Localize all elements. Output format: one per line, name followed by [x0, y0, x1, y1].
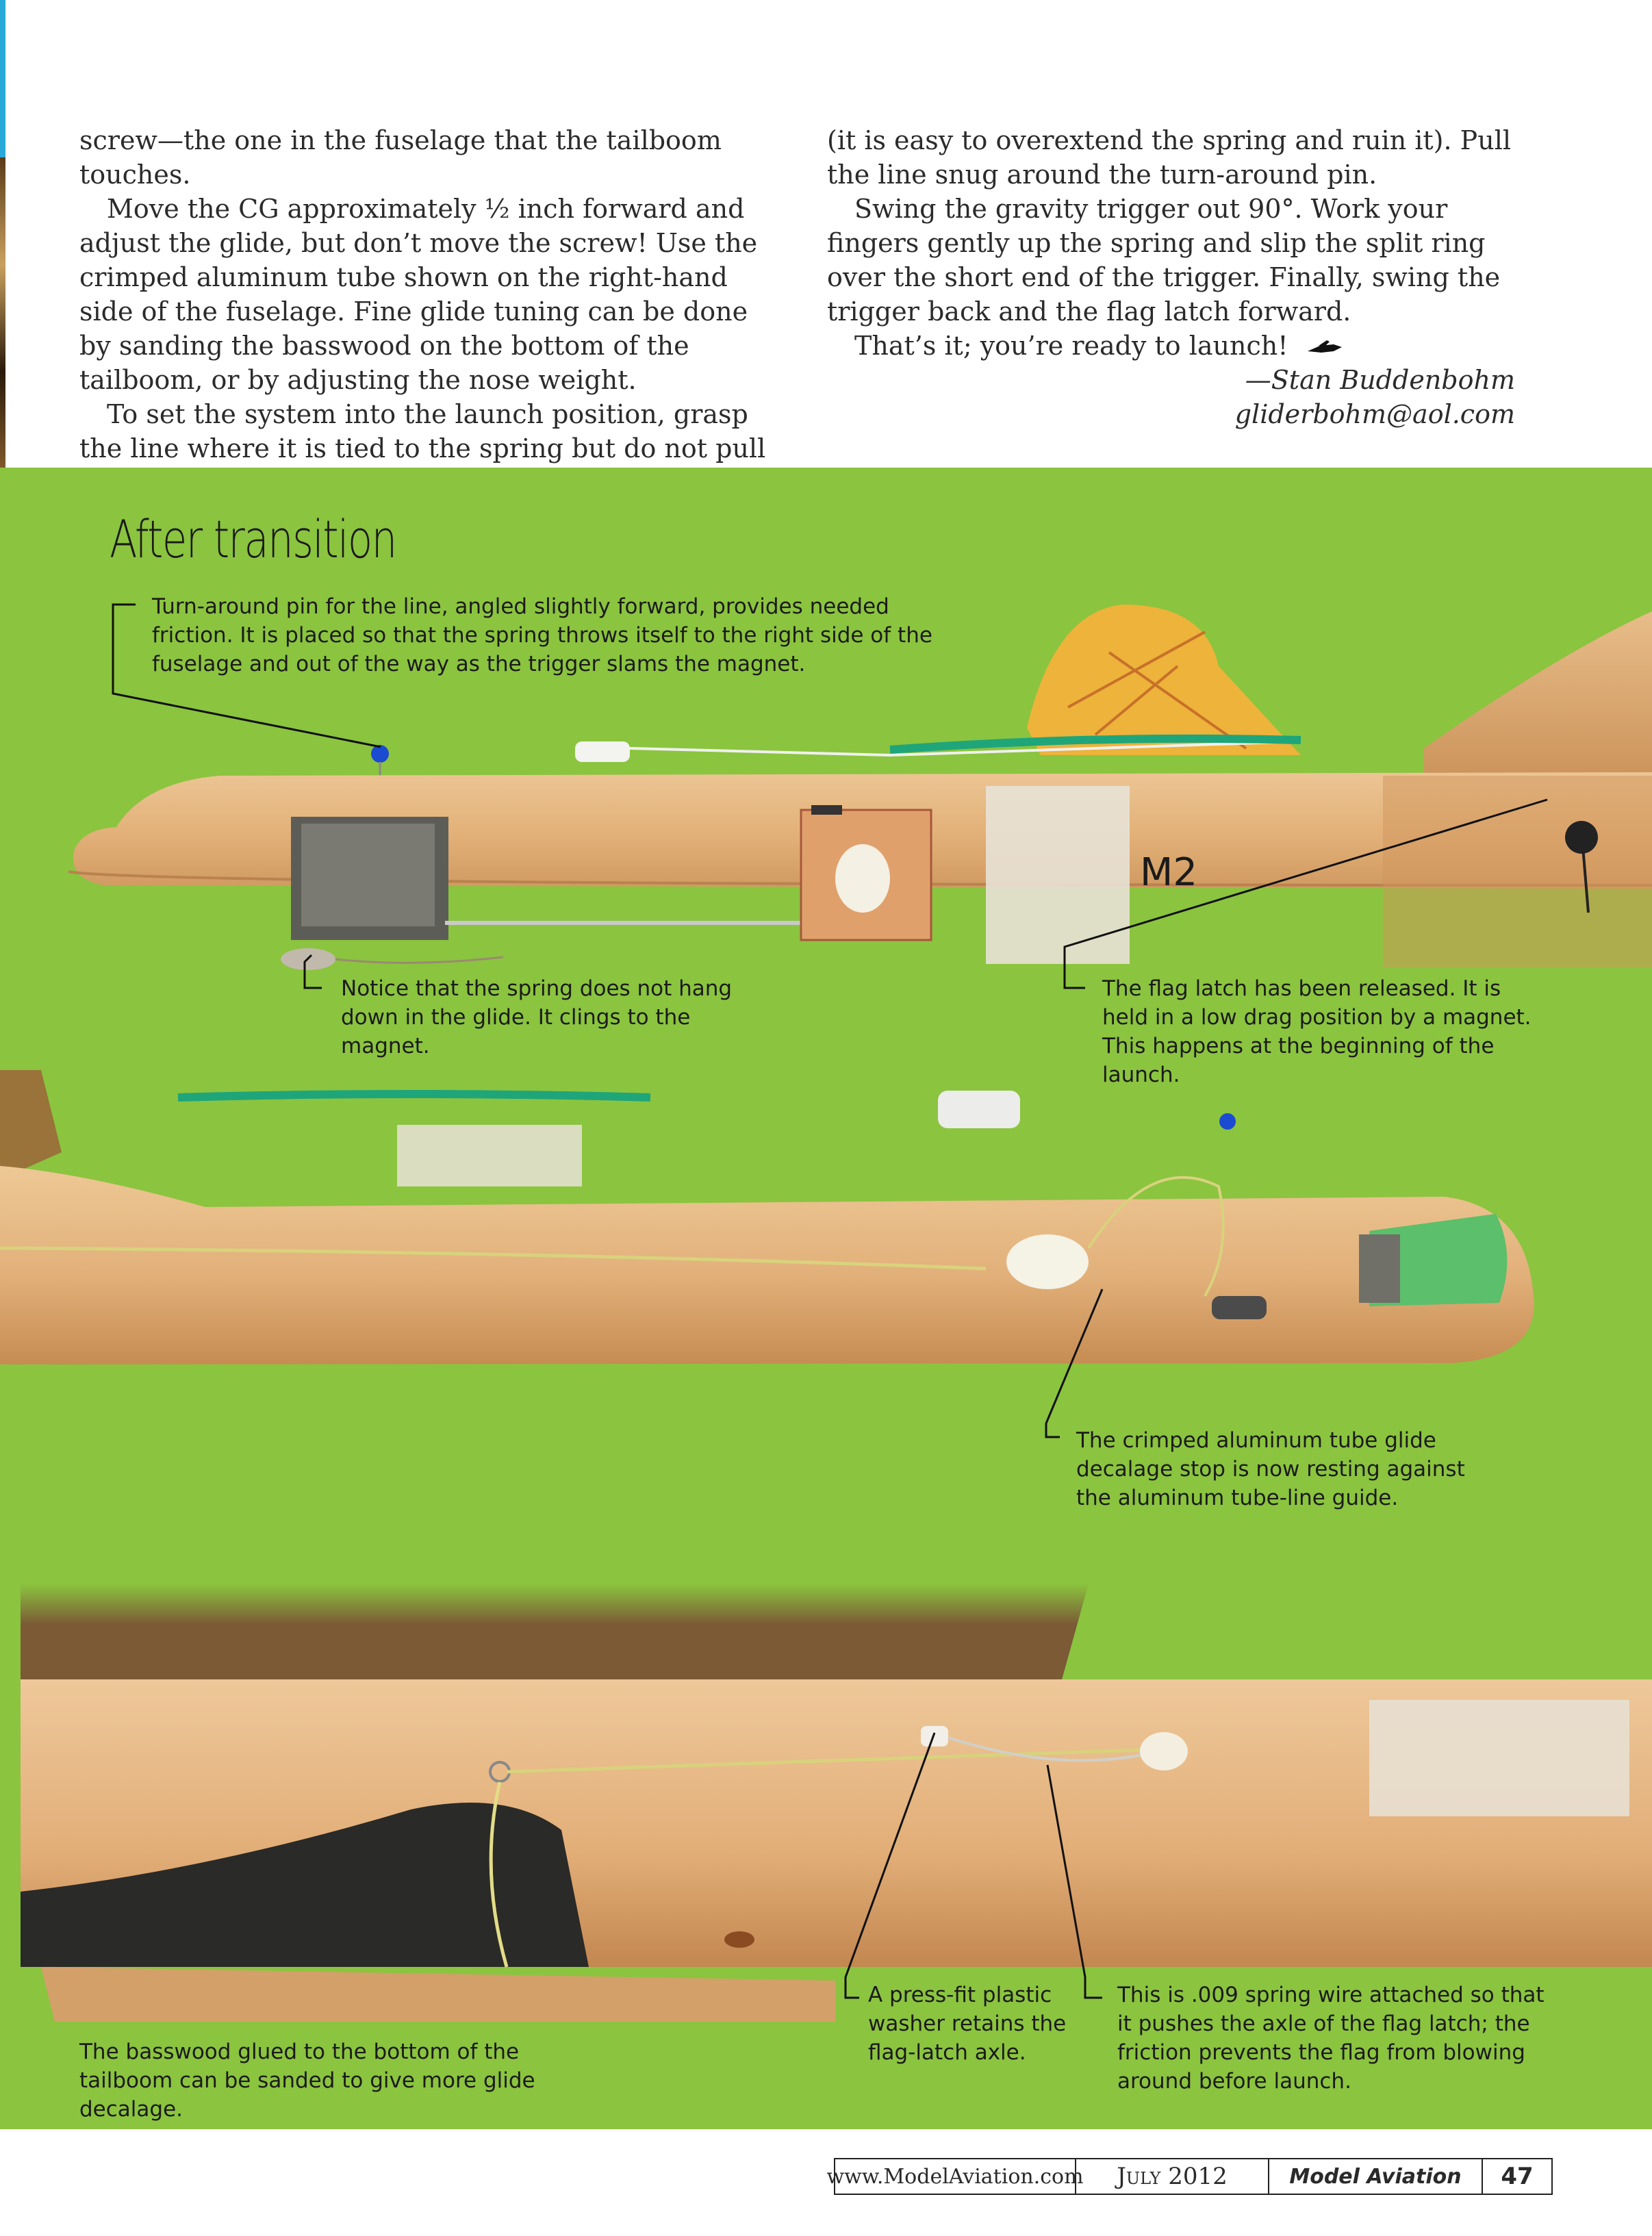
footer-date: July 2012	[1076, 2159, 1269, 2194]
caption-turnaround-pin: Turn-around pin for the line, angled slightly forward, provides needed friction. It is placed so that the spring throws itself to the right side of the fuselage and out of the way as the trigger slams the magnet.	[152, 594, 932, 676]
author-email[interactable]: gliderbohm@aol.com	[1234, 399, 1515, 429]
figure-title: After transition	[110, 509, 396, 570]
author-signature: —Stan Buddenbohm	[1245, 365, 1515, 395]
page-edge-photo	[0, 157, 5, 479]
fuselage-marking: M2	[1140, 850, 1197, 895]
photo-figure	[0, 468, 1652, 2129]
article-column-2	[827, 123, 1515, 431]
footer-page-number: 47	[1501, 2163, 1534, 2190]
caption-spring-wire: This is .009 spring wire attached so that it pushes the axle of the flag latch; the friction prevents the flag from blowing around before launch.	[1117, 1983, 1545, 2094]
leader-lines	[0, 468, 1652, 2129]
col2-paragraph-2: Swing the gravity trigger out 90°. Work your fingers gently up the spring and slip the split ring over the short end of the trigger. Finally, swing the trigger back and the flag latch forward.	[827, 194, 1501, 327]
col2-paragraph-3	[827, 329, 1515, 363]
col1-paragraph-1: screw—the one in the fuselage that the tailboom touches.	[79, 125, 722, 190]
footer-magazine: Model Aviation	[1269, 2159, 1483, 2194]
caption-crimped-tube: The crimped aluminum tube glide decalage stop is now resting against the aluminum tube-line guide.	[1076, 1428, 1465, 1510]
caption-basswood: The basswood glued to the bottom of the tailboom can be sanded to give more glide decalage.	[79, 2040, 535, 2122]
col2-paragraph-1: (it is easy to overextend the spring and ruin it). Pull the line snug around the turn-around pin.	[827, 125, 1512, 190]
article-column-1	[79, 123, 767, 500]
col1-paragraph-3: To set the system into the launch position, grasp the line where it is tied to the spring but do not pull	[79, 399, 766, 463]
col1-paragraph-2: Move the CG approximately ½ inch forward and adjust the glide, but don’t move the screw! Use the crimped aluminum tube shown on the right-hand side of the fuselage. Fine glide tuning can be done by sanding the basswood on the bottom of the tailboom, or by adjusting the nose weight.	[79, 194, 758, 395]
caption-flag-latch: The flag latch has been released. It is held in a low drag position by a magnet. This happens at the beginning of the launch.	[1102, 976, 1532, 1087]
closing-sentence: That’s it; you’re ready to launch!	[854, 331, 1288, 361]
end-mark-icon	[1306, 339, 1343, 358]
caption-plastic-washer: A press-fit plastic washer retains the flag-latch axle.	[868, 1983, 1067, 2065]
page-footer	[826, 2158, 1553, 2195]
caption-spring: Notice that the spring does not hang down in the glide. It clings to the magnet.	[341, 976, 733, 1058]
footer-url[interactable]: www.ModelAviation.com	[835, 2159, 1076, 2194]
